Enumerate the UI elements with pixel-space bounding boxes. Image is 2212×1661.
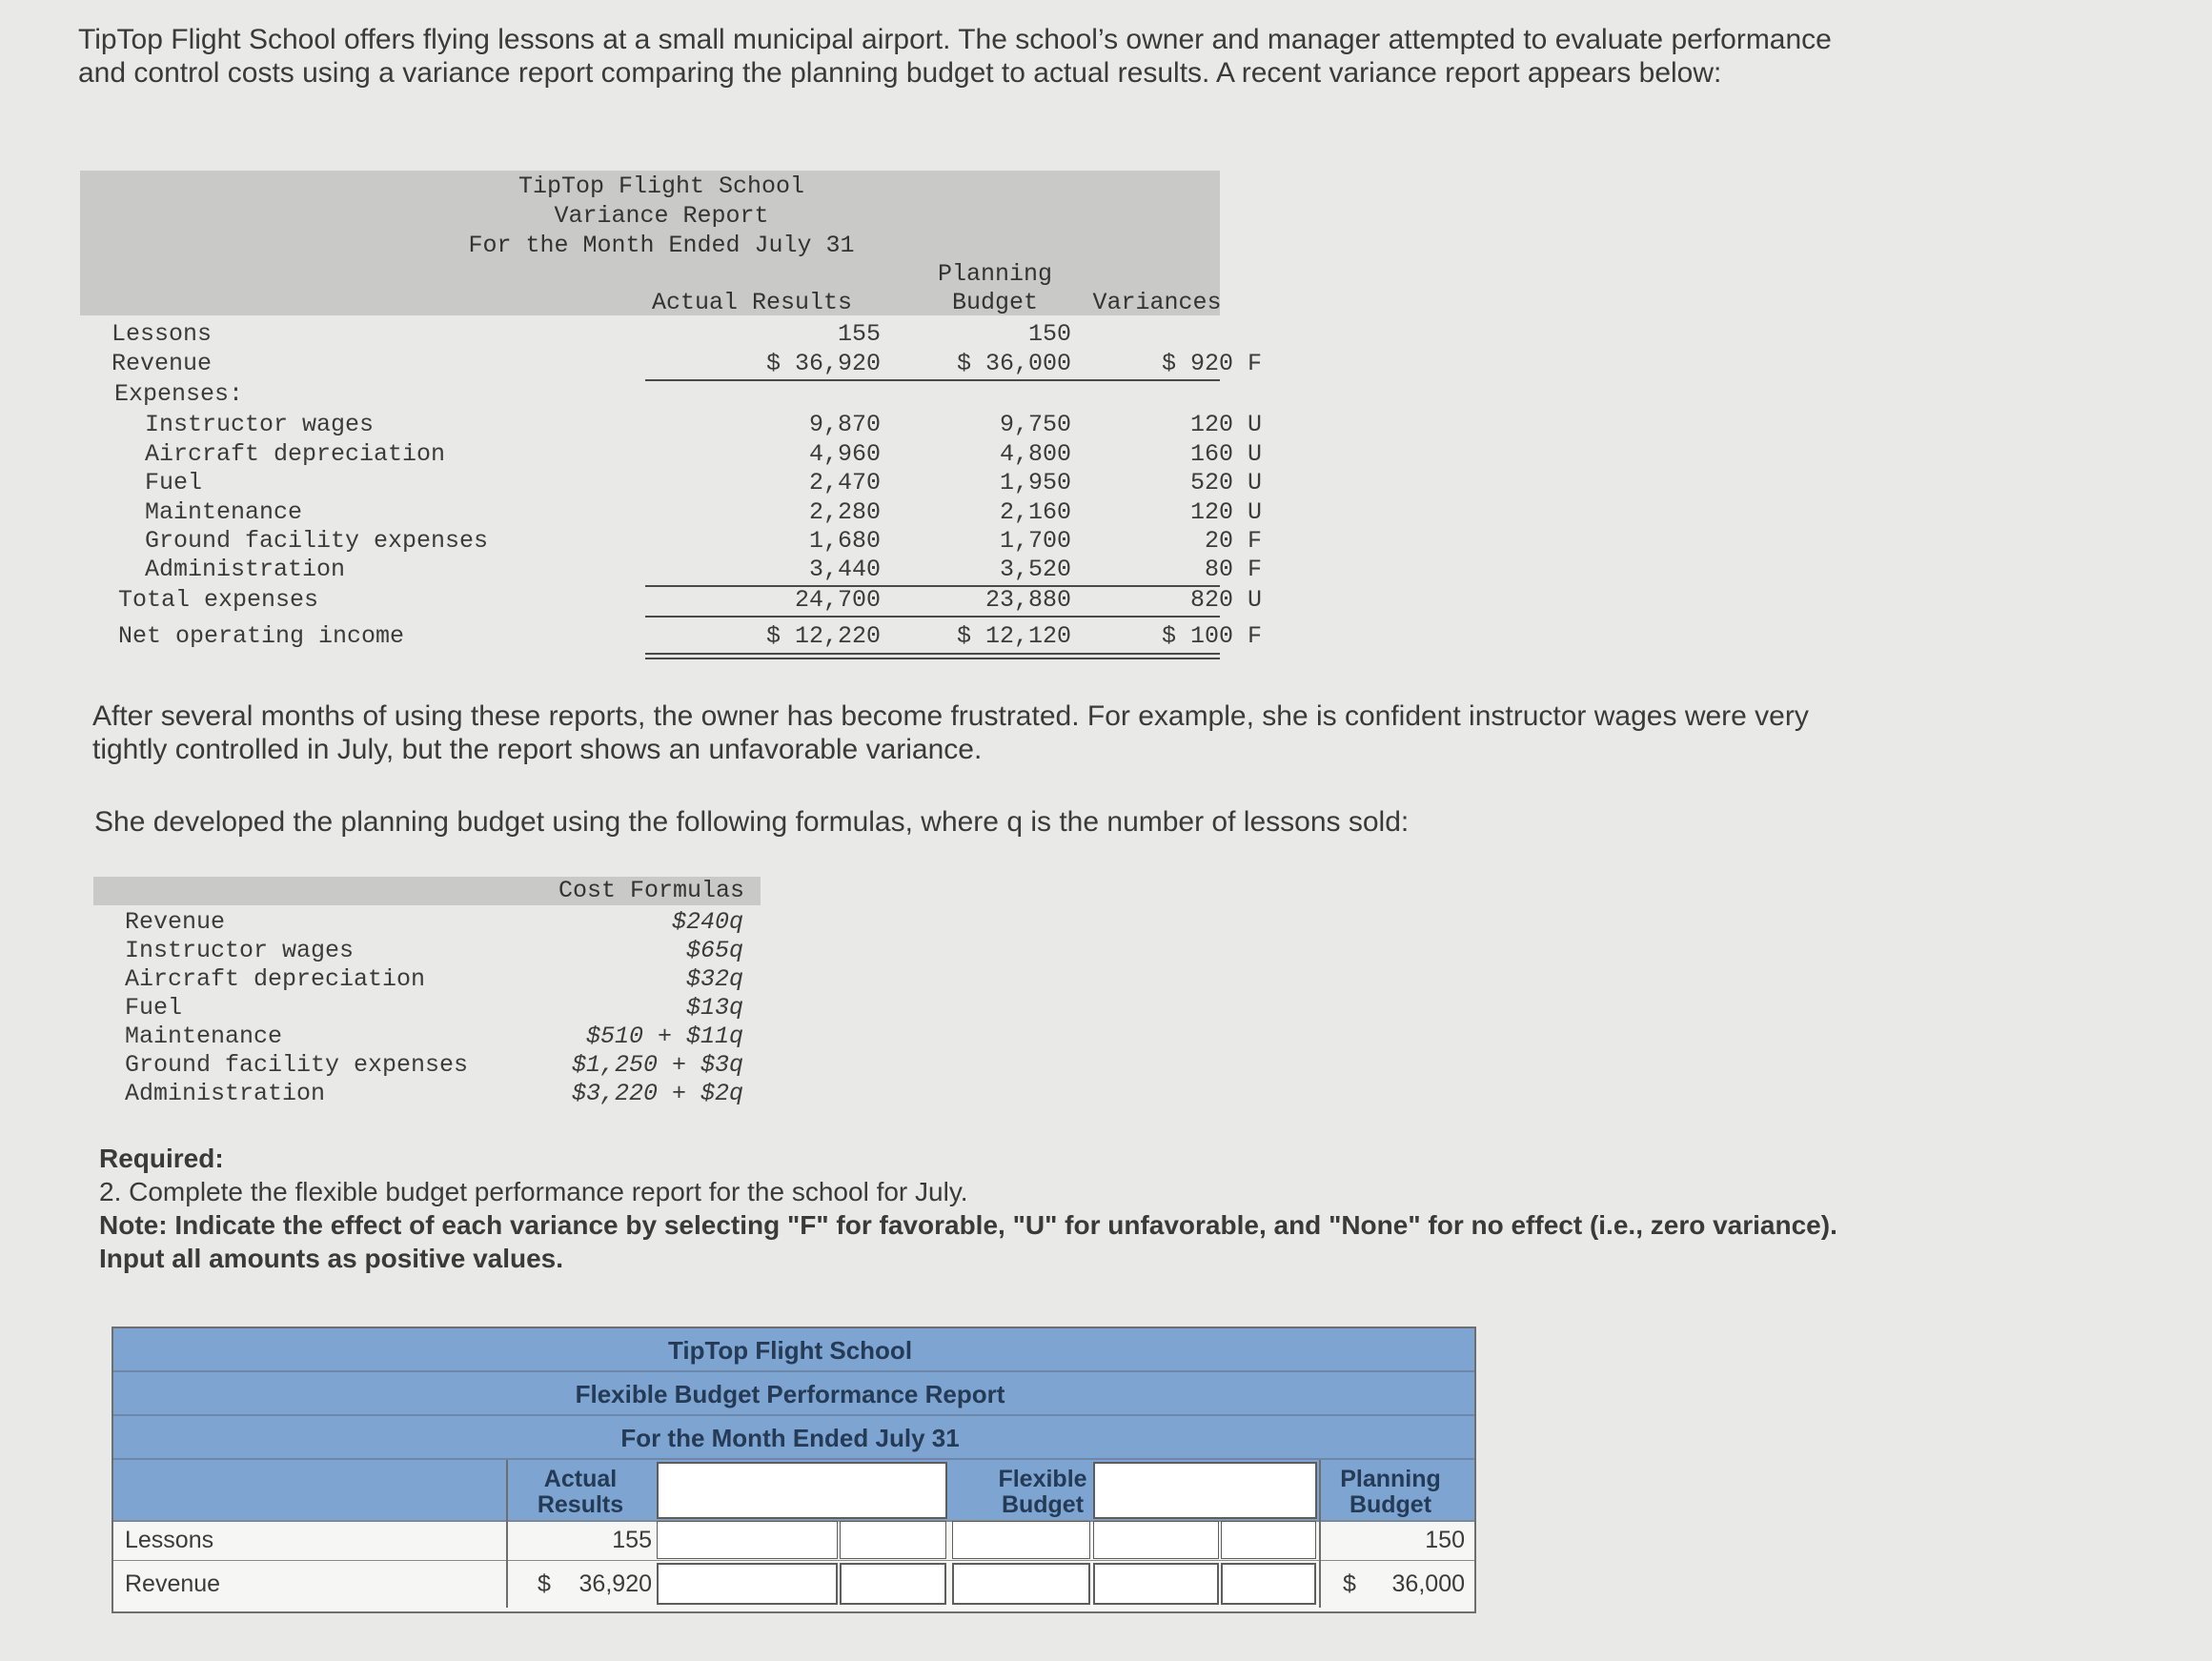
col-variances: Variances <box>1092 289 1222 316</box>
row-label: Total expenses <box>118 586 319 614</box>
col-planning-budget <box>1319 1467 1462 1518</box>
variance-report-period: For the Month Ended July 31 <box>468 232 855 259</box>
revenue-activity-effect-select[interactable] <box>1221 1563 1316 1605</box>
flexible-budget-report <box>112 1327 1476 1613</box>
row-label: Expenses: <box>114 380 244 408</box>
variance-report-title: TipTop Flight School <box>517 172 805 200</box>
revenue-spending-effect-select[interactable] <box>840 1563 946 1605</box>
row-label: Instructor wages <box>125 937 355 964</box>
variance-value: 520 U <box>1189 469 1262 496</box>
actual-value: 9,870 <box>808 411 881 438</box>
row-label: Ground facility expenses <box>125 1051 469 1079</box>
actual-value: 24,700 <box>794 586 881 614</box>
col-planning-line1: Planning <box>937 260 1053 288</box>
planning-value: $ 12,120 <box>956 622 1071 650</box>
row-label: Aircraft depreciation <box>125 965 426 993</box>
row-label: Fuel <box>145 469 203 496</box>
report-period: For the Month Ended July 31 <box>620 1424 960 1452</box>
actual-revenue-currency: $ <box>538 1570 551 1597</box>
actual-revenue-value: 36,920 <box>578 1570 652 1597</box>
required-note: Note: Indicate the effect of each variance by selecting "F" for favorable, "U" for unfavorable, and "None" for no effect (i.e., zero variance). Input all amounts as positive values. <box>99 1210 1837 1273</box>
actual-value: $ 36,920 <box>765 350 881 377</box>
actual-value: 3,440 <box>808 556 881 583</box>
vr-row-administration <box>80 556 1262 585</box>
vr-row-revenue <box>80 350 1262 379</box>
variance-value: $ 100 F <box>1161 622 1262 650</box>
variance-value: 20 F <box>1204 527 1262 555</box>
actual-lessons-value: 155 <box>612 1527 652 1553</box>
intro-paragraph: TipTop Flight School offers flying lessons at a small municipal airport. The school’s owner and manager attempted to evaluate performance and control costs using a variance report comparing the planning budget to actual results. A recent variance report appears below: <box>78 24 1832 89</box>
flexible-lessons-input[interactable] <box>952 1521 1090 1559</box>
vr-row-aircraft-depreciation <box>80 440 1262 470</box>
lessons-activity-effect-select[interactable] <box>1221 1521 1316 1559</box>
col-actual-results: Actual Results <box>651 289 853 316</box>
lessons-activity-variance-input[interactable] <box>1093 1521 1219 1559</box>
row-label: Fuel <box>125 994 183 1022</box>
vr-row-expenses <box>80 380 1220 410</box>
variance-value: 160 U <box>1189 440 1262 468</box>
required-heading: Required: <box>99 1144 224 1173</box>
col-divider-2 <box>1319 1460 1321 1608</box>
formula-value: $3,220 + $2q <box>571 1080 743 1107</box>
row-label: Lessons <box>125 1527 214 1553</box>
row-label: Lessons <box>112 320 213 348</box>
formula-value: $1,250 + $3q <box>571 1051 743 1079</box>
vr-row-lessons <box>80 320 1220 350</box>
flexible-vs-planning-variance-header-input[interactable] <box>1093 1462 1317 1519</box>
planning-revenue-value: 36,000 <box>1391 1570 1465 1597</box>
report-subtitle: Flexible Budget Performance Report <box>575 1380 1005 1408</box>
col-actual-line2: Results <box>537 1491 624 1518</box>
variance-report-subtitle: Variance Report <box>554 202 769 230</box>
formula-value: $32q <box>685 965 743 993</box>
formula-value: $510 + $11q <box>585 1023 743 1050</box>
row-label: Revenue <box>125 908 226 936</box>
variance-report <box>80 171 1262 666</box>
formula-value: $240q <box>671 908 743 936</box>
col-planning-line1: Planning <box>1340 1466 1441 1492</box>
variance-value: 120 U <box>1189 498 1262 526</box>
row-label: Administration <box>145 556 346 583</box>
formula-value: $13q <box>685 994 743 1022</box>
lessons-variance-amount-input[interactable] <box>657 1521 838 1559</box>
planning-lessons-value: 150 <box>1425 1527 1465 1553</box>
double-underline-1 <box>645 653 1220 655</box>
vr-row-ground-facility <box>80 527 1262 557</box>
actual-value: 4,960 <box>808 440 881 468</box>
vr-row-instructor-wages <box>80 411 1262 440</box>
row-label: Ground facility expenses <box>145 527 489 555</box>
formula-value: $65q <box>685 937 743 964</box>
actual-value: 155 <box>837 320 881 348</box>
cost-formulas-table <box>93 877 770 1115</box>
report-title: TipTop Flight School <box>667 1336 913 1365</box>
col-planning-line2: Budget <box>951 289 1038 316</box>
row-label: Administration <box>125 1080 326 1107</box>
actual-value: $ 12,220 <box>765 622 881 650</box>
revenue-spending-variance-input[interactable] <box>657 1563 838 1605</box>
vr-row-total-expenses <box>80 586 1262 616</box>
col-flexible-line2: Budget <box>1001 1491 1085 1518</box>
col-flexible-line1: Flexible <box>998 1466 1087 1492</box>
cost-formulas-header: Cost Formulas <box>558 877 745 904</box>
row-label: Net operating income <box>118 622 405 650</box>
planning-value: 3,520 <box>999 556 1071 583</box>
lessons-variance-effect-select[interactable] <box>840 1521 946 1559</box>
required-item: 2. Complete the flexible budget performance report for the school for July. <box>99 1177 968 1206</box>
planning-value: $ 36,000 <box>956 350 1071 377</box>
planning-value: 150 <box>1027 320 1071 348</box>
variance-value: $ 920 F <box>1161 350 1262 377</box>
vr-row-net-operating-income <box>80 622 1262 652</box>
row-label: Maintenance <box>125 1023 283 1050</box>
planning-value: 9,750 <box>999 411 1071 438</box>
planning-value: 4,800 <box>999 440 1071 468</box>
row-label: Revenue <box>125 1570 221 1597</box>
col-actual-results <box>509 1467 652 1518</box>
actual-value: 2,280 <box>808 498 881 526</box>
planning-value: 1,700 <box>999 527 1071 555</box>
actual-vs-flexible-variance-header-input[interactable] <box>657 1462 947 1519</box>
row-label: Aircraft depreciation <box>145 440 446 468</box>
frustration-paragraph: After several months of using these reports, the owner has become frustrated. For example, she is confident instructor wages were very tightly controlled in July, but the report shows an unfavorable variance. <box>92 700 1809 765</box>
actual-value: 1,680 <box>808 527 881 555</box>
vr-row-fuel <box>80 469 1262 498</box>
col-planning-line2: Budget <box>1349 1491 1432 1518</box>
variance-value: 80 F <box>1204 556 1262 583</box>
double-underline-2 <box>645 658 1220 659</box>
total-underline <box>645 616 1220 618</box>
variance-value: 120 U <box>1189 411 1262 438</box>
planning-revenue-currency: $ <box>1343 1570 1356 1597</box>
row-label: Maintenance <box>145 498 303 526</box>
variance-value: 820 U <box>1189 586 1262 614</box>
revenue-activity-variance-input[interactable] <box>1093 1563 1219 1605</box>
actual-value: 2,470 <box>808 469 881 496</box>
planning-value: 1,950 <box>999 469 1071 496</box>
planning-value: 23,880 <box>984 586 1071 614</box>
col-divider-1 <box>506 1460 508 1608</box>
vr-row-maintenance <box>80 498 1262 528</box>
row-label: Instructor wages <box>145 411 375 438</box>
flexible-revenue-input[interactable] <box>952 1563 1090 1605</box>
required-section <box>99 1142 1862 1275</box>
formulas-intro-paragraph: She developed the planning budget using the following formulas, where q is the number of lessons sold: <box>94 806 1410 838</box>
col-actual-line1: Actual <box>543 1466 618 1492</box>
planning-value: 2,160 <box>999 498 1071 526</box>
row-label: Revenue <box>112 350 213 377</box>
